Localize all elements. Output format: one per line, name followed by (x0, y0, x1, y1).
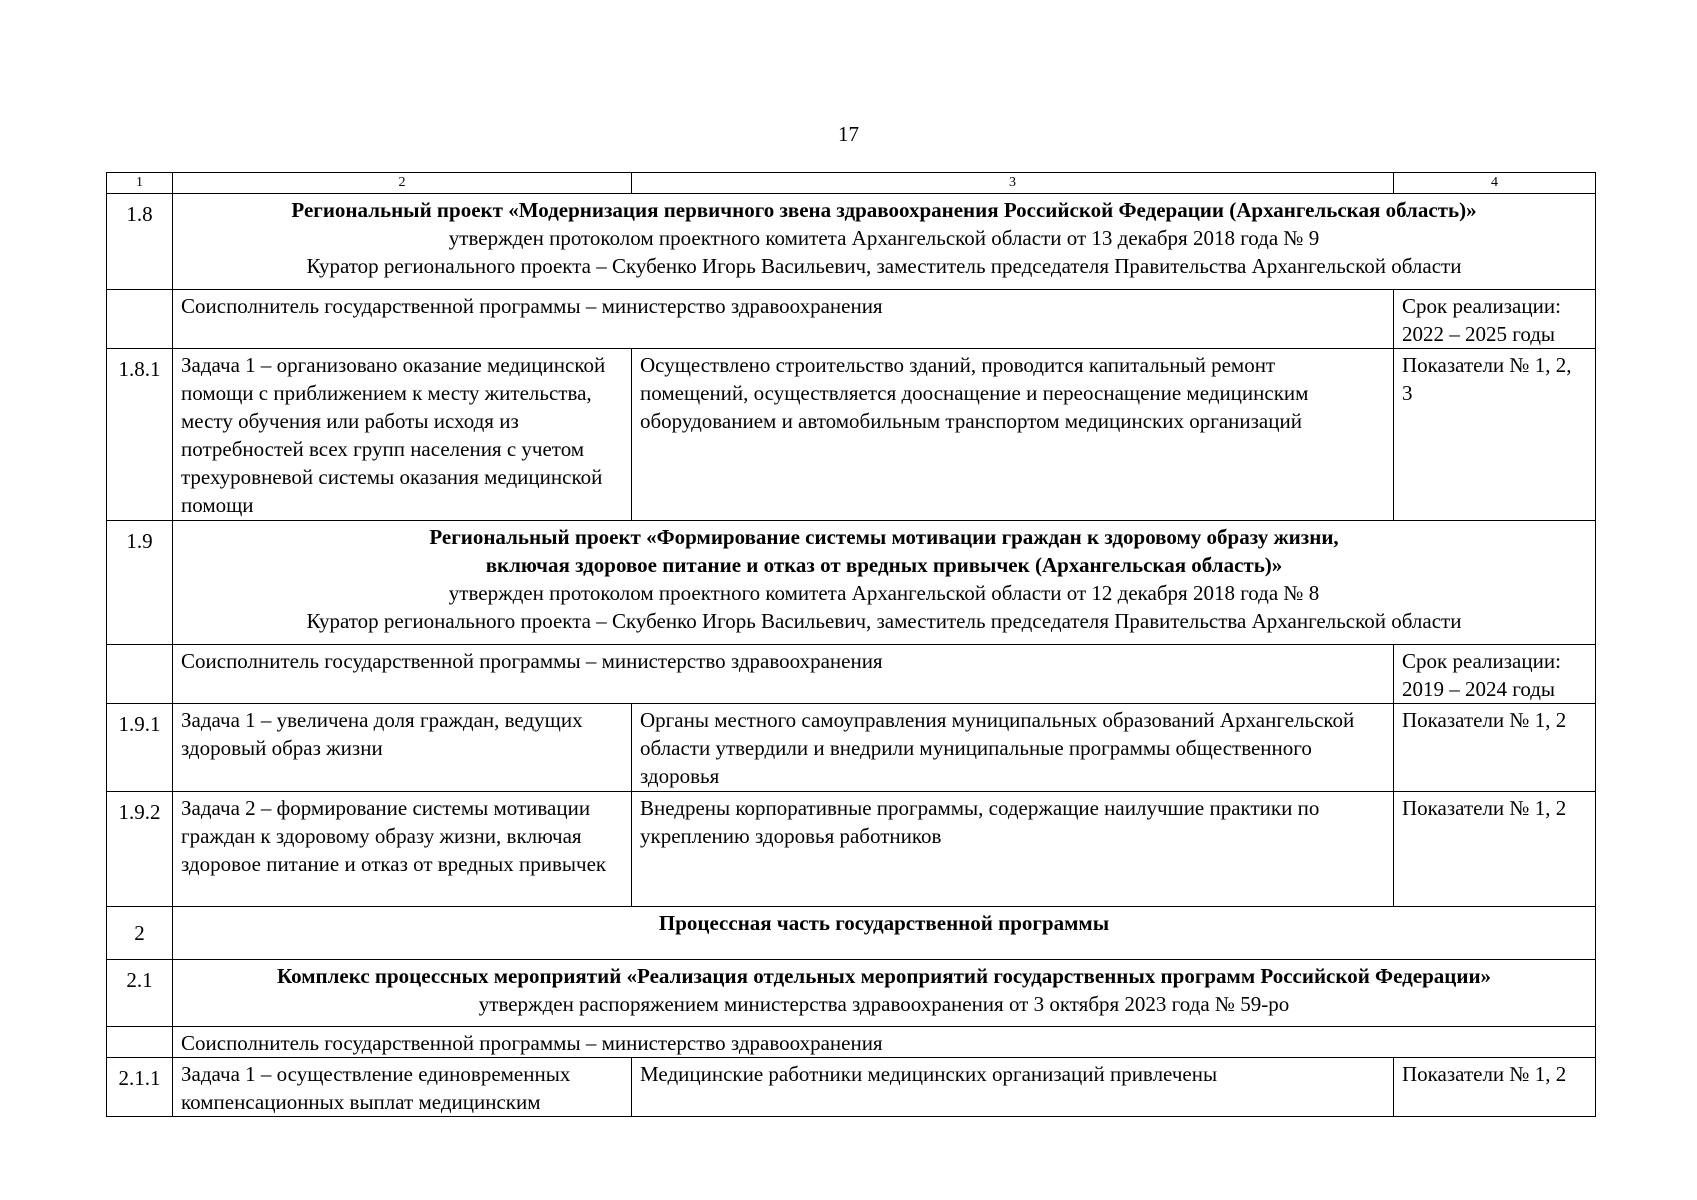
implementation-term: Срок реализации: 2022 – 2025 годы (1394, 290, 1596, 349)
row-number: 2.1 (107, 960, 173, 1027)
row-number: 1.8.1 (107, 349, 173, 521)
coexecutor-text: Соисполнитель государственной программы – министерство здравоохранения (173, 290, 1394, 349)
row-number: 1.8 (107, 194, 173, 290)
empty-cell (107, 645, 173, 704)
page-number: 17 (838, 122, 859, 146)
row-number: 1.9 (107, 521, 173, 645)
implementation-term: Срок реализации: 2019 – 2024 годы (1394, 645, 1596, 704)
project-row-1-8 (107, 194, 1596, 290)
indicators-text: Показатели № 1, 2 (1394, 1058, 1596, 1117)
section-row-2 (107, 907, 1596, 960)
row-number: 2.1.1 (107, 1058, 173, 1117)
complex-title: Комплекс процессных мероприятий «Реализация отдельных мероприятий государственных программ Российской Федерации» (276, 964, 1492, 988)
complex-row-2-1 (107, 960, 1596, 1027)
coexecutor-row-1-8 (107, 290, 1596, 349)
task-row-1-9-1 (107, 704, 1596, 792)
column-number-1: 1 (107, 173, 173, 194)
project-approval: утвержден протоколом проектного комитета Архангельской области от 12 декабря 2018 года № 8 (448, 581, 1320, 605)
section-title: Процессная часть государственной программы (173, 907, 1596, 960)
row-number: 2 (107, 907, 173, 960)
empty-cell (107, 1027, 173, 1058)
indicators-text: Показатели № 1, 2 (1394, 704, 1596, 792)
task-text: Задача 1 – организовано оказание медицинской помощи с приближением к месту жительства, месту обучения или работы исходя из потребностей всех групп населения с учетом трехуровневой системы оказания медицинской помощи (173, 349, 632, 521)
project-curator: Куратор регионального проекта – Скубенко Игорь Васильевич, заместитель председателя Правительства Архангельской области (306, 254, 1462, 278)
coexecutor-row-2-1 (107, 1027, 1596, 1058)
task-text: Задача 1 – увеличена доля граждан, ведущих здоровый образ жизни (173, 704, 632, 792)
column-number-3: 3 (632, 173, 1394, 194)
result-text: Осуществлено строительство зданий, проводится капитальный ремонт помещений, осуществляется дооснащение и переоснащение медицинским оборудованием и автомобильным транспортом медицинских организаций (632, 349, 1394, 521)
column-number-4: 4 (1394, 173, 1596, 194)
task-text: Задача 2 – формирование системы мотивации граждан к здоровому образу жизни, включая здоровое питание и отказ от вредных привычек (173, 792, 632, 907)
coexecutor-row-1-9 (107, 645, 1596, 704)
project-approval: утвержден протоколом проектного комитета Архангельской области от 13 декабря 2018 года № 9 (448, 226, 1320, 250)
task-text: Задача 1 – осуществление единовременных компенсационных выплат медицинским (173, 1058, 632, 1117)
indicators-text: Показатели № 1, 2 (1394, 792, 1596, 907)
project-title-line-1: Региональный проект «Формирование системы мотивации граждан к здоровому образу жизни, (429, 525, 1339, 549)
coexecutor-text: Соисполнитель государственной программы – министерство здравоохранения (173, 645, 1394, 704)
project-title: Региональный проект «Модернизация первичного звена здравоохранения Российской Федерации (Архангельская область)» (291, 198, 1477, 222)
program-structure-table (106, 172, 1596, 1117)
project-header (173, 194, 1596, 290)
result-text: Медицинские работники медицинских организаций привлечены (632, 1058, 1394, 1117)
project-curator: Куратор регионального проекта – Скубенко Игорь Васильевич, заместитель председателя Правительства Архангельской области (306, 609, 1462, 633)
indicators-text: Показатели № 1, 2, 3 (1394, 349, 1596, 521)
project-header (173, 521, 1596, 645)
complex-approval: утвержден распоряжением министерства здравоохранения от 3 октября 2023 года № 59-ро (478, 992, 1290, 1016)
column-number-row (107, 173, 1596, 194)
empty-cell (107, 290, 173, 349)
task-row-1-8-1 (107, 349, 1596, 521)
coexecutor-text: Соисполнитель государственной программы – министерство здравоохранения (173, 1027, 1596, 1058)
row-number: 1.9.2 (107, 792, 173, 907)
row-number: 1.9.1 (107, 704, 173, 792)
project-row-1-9 (107, 521, 1596, 645)
project-title-line-2: включая здоровое питание и отказ от вредных привычек (Архангельская область)» (485, 553, 1283, 577)
task-row-2-1-1 (107, 1058, 1596, 1117)
result-text: Внедрены корпоративные программы, содержащие наилучшие практики по укреплению здоровья работников (632, 792, 1394, 907)
column-number-2: 2 (173, 173, 632, 194)
complex-header (173, 960, 1596, 1027)
result-text: Органы местного самоуправления муниципальных образований Архангельской области утвердили и внедрили муниципальные программы общественного здоровья (632, 704, 1394, 792)
task-row-1-9-2 (107, 792, 1596, 907)
